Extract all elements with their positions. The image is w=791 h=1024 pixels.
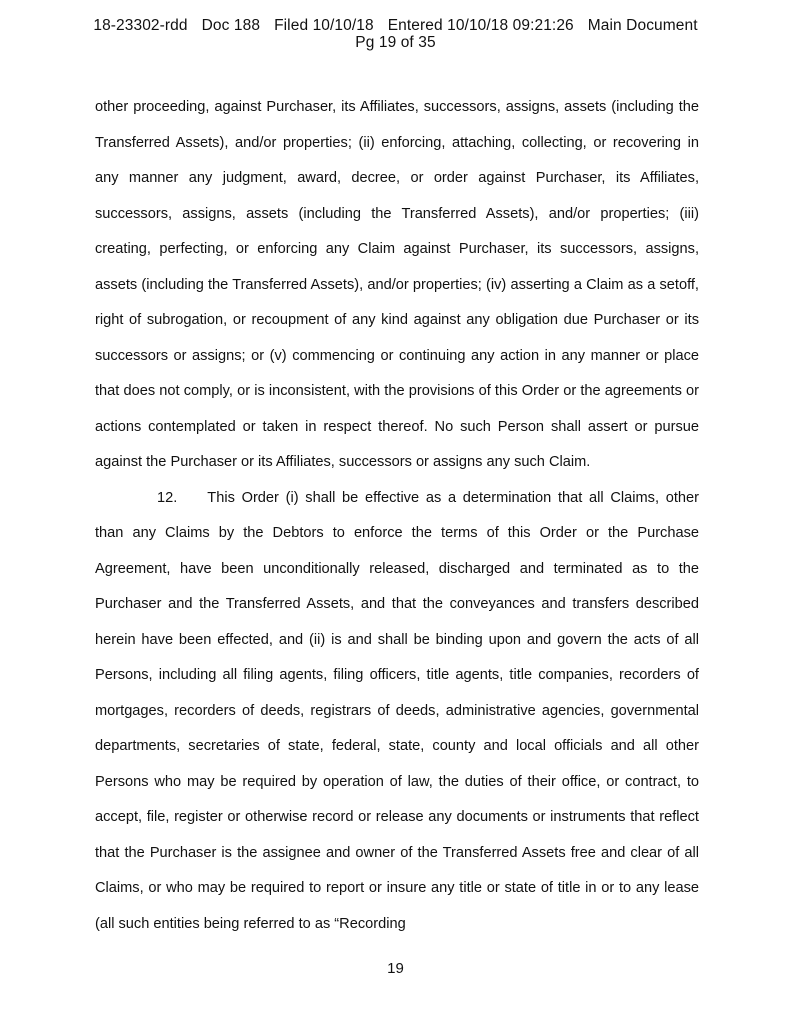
paragraph-12 bbox=[95, 481, 699, 943]
court-filing-header bbox=[0, 17, 791, 51]
document-body bbox=[95, 90, 699, 942]
main-document-label: Main Document bbox=[587, 17, 698, 34]
page-number-footer: 19 bbox=[387, 960, 404, 977]
case-number: 18-23302-rdd bbox=[93, 17, 188, 34]
filing-header-line bbox=[0, 17, 791, 34]
entered-date: Entered 10/10/18 09:21:26 bbox=[387, 17, 574, 34]
paragraph-number: 12. bbox=[157, 489, 178, 506]
paragraph-12-text: This Order (i) shall be effective as a determination that all Claims, other than any Claims by the Debtors to enforce the terms of this Order or the Purchase Agreement, have been unconditionally released, discharged and terminated as to the Purchaser and the Transferred Assets, and that the conveyances and transfers described herein have been effected, and (ii) is and shall be binding upon and govern the acts of all Persons, including all filing agents, filing officers, title agents, title companies, recorders of mortgages, recorders of deeds, registrars of deeds, administrative agencies, governmental departments, secretaries of state, federal, state, county and local officials and all other Persons who may be required by operation of law, the duties of their office, or contract, to accept, file, register or otherwise record or release any documents or instruments that reflect that the Purchaser is the assignee and owner of the Transferred Assets free and clear of all Claims, or who may be required to report or insure any title or state of title in or to any lease (all such entities being referred to as “Recording bbox=[95, 489, 699, 932]
continuation-paragraph: other proceeding, against Purchaser, its Affiliates, successors, assigns, assets (including the Transferred Assets), and/or properties; (ii) enforcing, attaching, collecting, or recovering in any manner any judgment, award, decree, or order against Purchaser, its Affiliates, successors, assigns, assets (including the Transferred Assets), and/or properties; (iii) creating, perfecting, or enforcing any Claim against Purchaser, its successors, assigns, assets (including the Transferred Assets), and/or properties; (iv) asserting a Claim as a setoff, right of subrogation, or recoupment of any kind against any obligation due Purchaser or its successors or assigns; or (v) commencing or continuing any action in any manner or place that does not comply, or is inconsistent, with the provisions of this Order or the agreements or actions contemplated or taken in respect thereof. No such Person shall assert or pursue against the Purchaser or its Affiliates, successors or assigns any such Claim. bbox=[95, 99, 699, 470]
doc-number: Doc 188 bbox=[201, 17, 261, 34]
page-of-total: Pg 19 of 35 bbox=[355, 34, 436, 51]
filed-date: Filed 10/10/18 bbox=[274, 17, 374, 34]
